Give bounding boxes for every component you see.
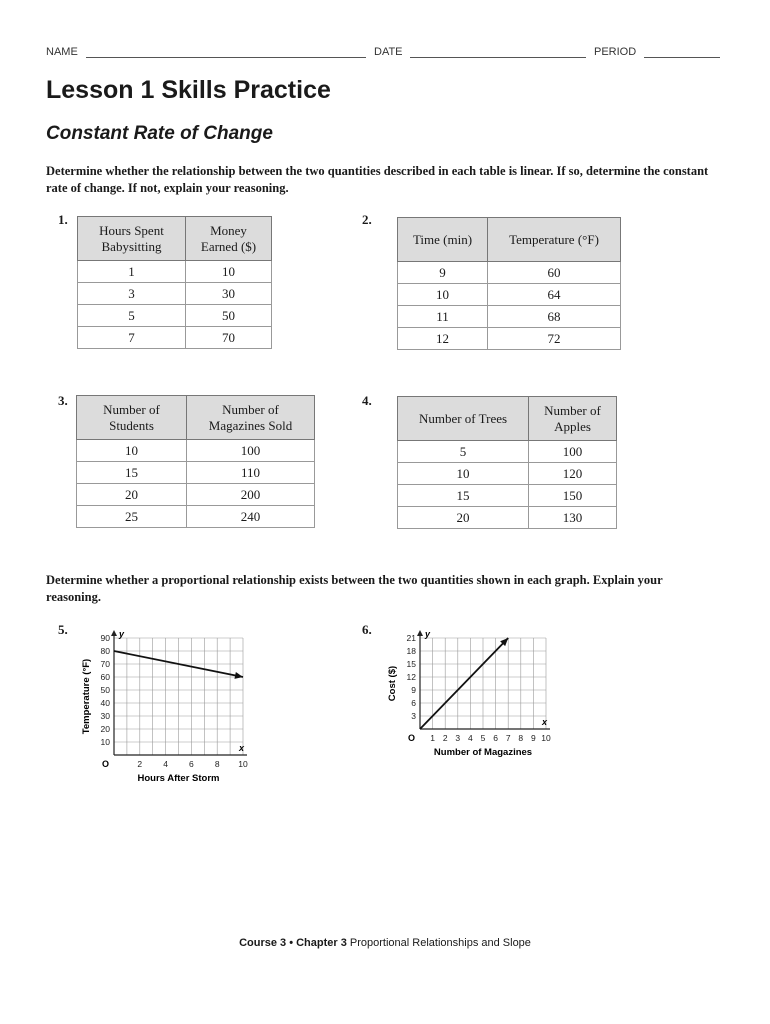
y-tick-label: 9 <box>411 685 416 695</box>
page-footer <box>0 937 770 949</box>
table-row: 10 120 <box>398 463 617 485</box>
table-row: 3 30 <box>78 283 272 305</box>
name-label: NAME <box>46 46 78 58</box>
y-tick-label: 30 <box>100 711 110 721</box>
y-tick-label: 90 <box>100 633 110 643</box>
instructions-graphs: Determine whether a proportional relationship exists between the two quantities shown in each graph. Explain your reasoning. <box>46 573 663 604</box>
problem-number-4: 4. <box>362 393 372 408</box>
page-subtitle: Constant Rate of Change <box>46 123 273 144</box>
y-tick-label: 15 <box>406 659 416 669</box>
x-tick-label: 5 <box>480 733 486 743</box>
graph-problem-6 <box>380 626 566 768</box>
table-row: 5 50 <box>78 305 272 327</box>
y-tick-label: 18 <box>406 646 416 656</box>
x-tick-label: 7 <box>505 733 511 743</box>
y-axis-letter: y <box>119 629 125 639</box>
table-row: 20 130 <box>398 507 617 529</box>
y-tick-label: 3 <box>411 711 416 721</box>
graph-problem-5 <box>76 626 266 792</box>
data-line <box>420 638 508 729</box>
table-row: 10 100 <box>77 440 315 462</box>
instructions-tables: Determine whether the relationship between the two quantities described in each table is linear. If so, determine the constant rate of change. If not, explain your reasoning. <box>46 164 709 195</box>
footer-chapter-title: Proportional Relationships and Slope <box>346 937 531 949</box>
x-tick-label: 3 <box>455 733 461 743</box>
table-row: 12 72 <box>398 328 621 350</box>
table-row: 5 100 <box>398 441 617 463</box>
problem-number-1: 1. <box>58 212 68 227</box>
table-header-cell: Number of Apples <box>529 397 617 441</box>
table-row: 9 60 <box>398 262 621 284</box>
y-axis-arrow <box>111 630 117 636</box>
y-tick-label: 80 <box>100 646 110 656</box>
y-axis-arrow <box>417 630 423 636</box>
table-header-cell: Number of Magazines Sold <box>187 396 315 440</box>
x-tick-label: 6 <box>189 759 194 769</box>
table-row: 10 64 <box>398 284 621 306</box>
problem-number-2: 2. <box>362 212 372 227</box>
table-row: 11 68 <box>398 306 621 328</box>
y-tick-label: 20 <box>100 724 110 734</box>
table-header-cell: Hours Spent Babysitting <box>78 217 186 261</box>
header-line <box>46 46 722 62</box>
name-blank <box>86 57 366 58</box>
x-axis-label: Number of Magazines <box>433 747 533 758</box>
page-title: Lesson 1 Skills Practice <box>46 76 331 104</box>
data-line-arrowhead <box>234 672 243 679</box>
y-tick-label: 40 <box>100 698 110 708</box>
table-problem-1 <box>77 216 272 349</box>
y-tick-label: 70 <box>100 659 110 669</box>
x-axis-letter: x <box>239 743 245 753</box>
y-tick-label: 6 <box>411 698 416 708</box>
y-axis-label: Cost ($) <box>387 665 398 702</box>
table-problem-3 <box>76 395 315 528</box>
problem-number-6: 6. <box>362 622 372 637</box>
x-tick-label: 4 <box>468 733 473 743</box>
x-tick-label: 8 <box>214 759 220 769</box>
table-problem-4 <box>397 396 617 529</box>
table-row: 15 110 <box>77 462 315 484</box>
x-tick-label: 6 <box>493 733 498 743</box>
table-row: 20 200 <box>77 484 315 506</box>
date-blank <box>410 57 586 58</box>
table-row: 1 10 <box>78 261 272 283</box>
table-header-cell: Temperature (°F) <box>488 218 621 262</box>
problem-number-5: 5. <box>58 622 68 637</box>
origin-label: O <box>408 733 416 743</box>
x-tick-label: 1 <box>430 733 435 743</box>
origin-label: O <box>102 759 110 769</box>
x-tick-label: 10 <box>238 759 248 769</box>
y-tick-label: 12 <box>406 672 416 682</box>
table-header-cell: Number of Students <box>77 396 187 440</box>
x-tick-label: 8 <box>518 733 524 743</box>
x-tick-label: 9 <box>531 733 536 743</box>
table-header-cell: Money Earned ($) <box>186 217 272 261</box>
x-tick-label: 2 <box>442 733 448 743</box>
y-tick-label: 60 <box>100 672 110 682</box>
x-tick-label: 2 <box>137 759 143 769</box>
y-axis-label: Temperature (°F) <box>81 658 92 735</box>
table-header-cell: Number of Trees <box>398 397 529 441</box>
table-row: 25 240 <box>77 506 315 528</box>
y-tick-label: 10 <box>100 737 110 747</box>
x-tick-label: 4 <box>163 759 168 769</box>
footer-course: Course 3 • Chapter 3 <box>239 937 347 949</box>
period-label: PERIOD <box>594 46 637 58</box>
x-axis-label: Hours After Storm <box>137 773 220 784</box>
table-header-cell: Time (min) <box>398 218 488 262</box>
table-row: 15 150 <box>398 485 617 507</box>
y-tick-label: 50 <box>100 685 110 695</box>
period-blank <box>644 57 720 58</box>
x-tick-label: 10 <box>541 733 551 743</box>
y-tick-label: 21 <box>406 633 416 643</box>
x-axis-letter: x <box>542 717 548 727</box>
table-row: 7 70 <box>78 327 272 349</box>
table-problem-2 <box>397 217 621 350</box>
problem-number-3: 3. <box>58 393 68 408</box>
date-label: DATE <box>374 46 403 58</box>
y-axis-letter: y <box>425 629 431 639</box>
